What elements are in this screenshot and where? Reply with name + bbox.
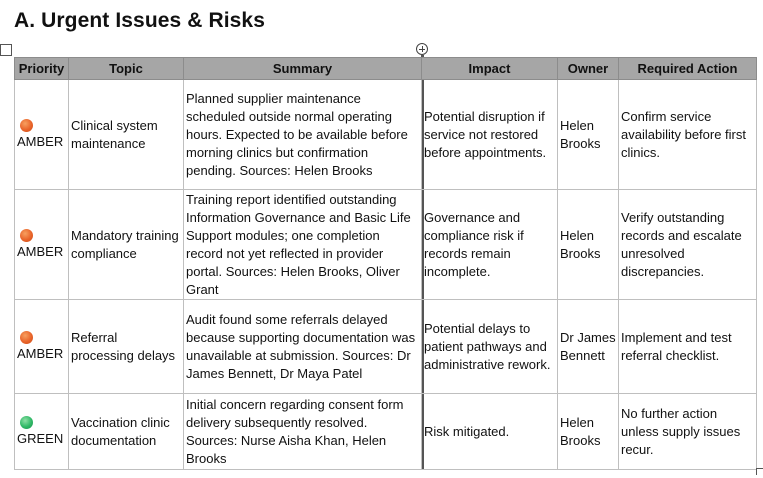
section-heading: A. Urgent Issues & Risks	[14, 9, 265, 32]
action-cell[interactable]: Implement and test referral checklist.	[619, 300, 757, 394]
amber-status-icon	[20, 119, 33, 132]
summary-cell[interactable]: Training report identified outstanding Information Governance and Basic Life Support modules; one completion record not yet reflected in provider portal. Sources: Helen Brooks, Oliver Grant	[184, 190, 422, 300]
owner-cell[interactable]: Helen Brooks	[558, 394, 619, 470]
priority-label: AMBER	[17, 243, 64, 259]
amber-status-icon	[20, 331, 33, 344]
table-select-handle[interactable]	[0, 44, 12, 56]
priority-cell[interactable]	[15, 80, 69, 190]
topic-cell[interactable]: Mandatory training compliance	[69, 190, 184, 300]
table-row	[15, 190, 757, 300]
table-resize-handle[interactable]	[756, 468, 763, 475]
risks-table	[14, 57, 757, 470]
priority-label: AMBER	[17, 345, 64, 361]
header-impact: Impact	[422, 58, 558, 80]
priority-label: AMBER	[17, 133, 64, 149]
topic-cell[interactable]: Clinical system maintenance	[69, 80, 184, 190]
header-summary: Summary	[184, 58, 422, 80]
amber-status-icon	[20, 229, 33, 242]
table-row	[15, 80, 757, 190]
header-priority: Priority	[15, 58, 69, 80]
header-topic: Topic	[69, 58, 184, 80]
priority-cell[interactable]	[15, 300, 69, 394]
action-cell[interactable]: Confirm service availability before first clinics.	[619, 80, 757, 190]
summary-cell[interactable]: Initial concern regarding consent form delivery subsequently resolved. Sources: Nurse Aisha Khan, Helen Brooks	[184, 394, 422, 470]
topic-cell[interactable]: Referral processing delays	[69, 300, 184, 394]
owner-cell[interactable]: Helen Brooks	[558, 80, 619, 190]
header-owner: Owner	[558, 58, 619, 80]
impact-cell[interactable]: Governance and compliance risk if records remain incomplete.	[422, 190, 558, 300]
priority-cell[interactable]	[15, 190, 69, 300]
priority-cell[interactable]	[15, 394, 69, 470]
topic-cell[interactable]: Vaccination clinic documentation	[69, 394, 184, 470]
table-header-row	[15, 58, 757, 80]
summary-cell[interactable]: Audit found some referrals delayed because supporting documentation was unavailable at submission. Sources: Dr James Bennett, Dr Maya Patel	[184, 300, 422, 394]
header-required-action: Required Action	[619, 58, 757, 80]
table-row	[15, 300, 757, 394]
insert-column-icon[interactable]	[416, 43, 428, 55]
impact-cell[interactable]: Potential delays to patient pathways and administrative rework.	[422, 300, 558, 394]
summary-cell[interactable]: Planned supplier maintenance scheduled outside normal operating hours. Expected to be available before morning clinics but confirmation pending. Sources: Helen Brooks	[184, 80, 422, 190]
impact-cell[interactable]: Potential disruption if service not restored before appointments.	[422, 80, 558, 190]
green-status-icon	[20, 416, 33, 429]
owner-cell[interactable]: Dr James Bennett	[558, 300, 619, 394]
impact-cell[interactable]: Risk mitigated.	[422, 394, 558, 470]
owner-cell[interactable]: Helen Brooks	[558, 190, 619, 300]
action-cell[interactable]: Verify outstanding records and escalate unresolved discrepancies.	[619, 190, 757, 300]
priority-label: GREEN	[17, 430, 64, 446]
action-cell[interactable]: No further action unless supply issues recur.	[619, 394, 757, 470]
table-row	[15, 394, 757, 470]
